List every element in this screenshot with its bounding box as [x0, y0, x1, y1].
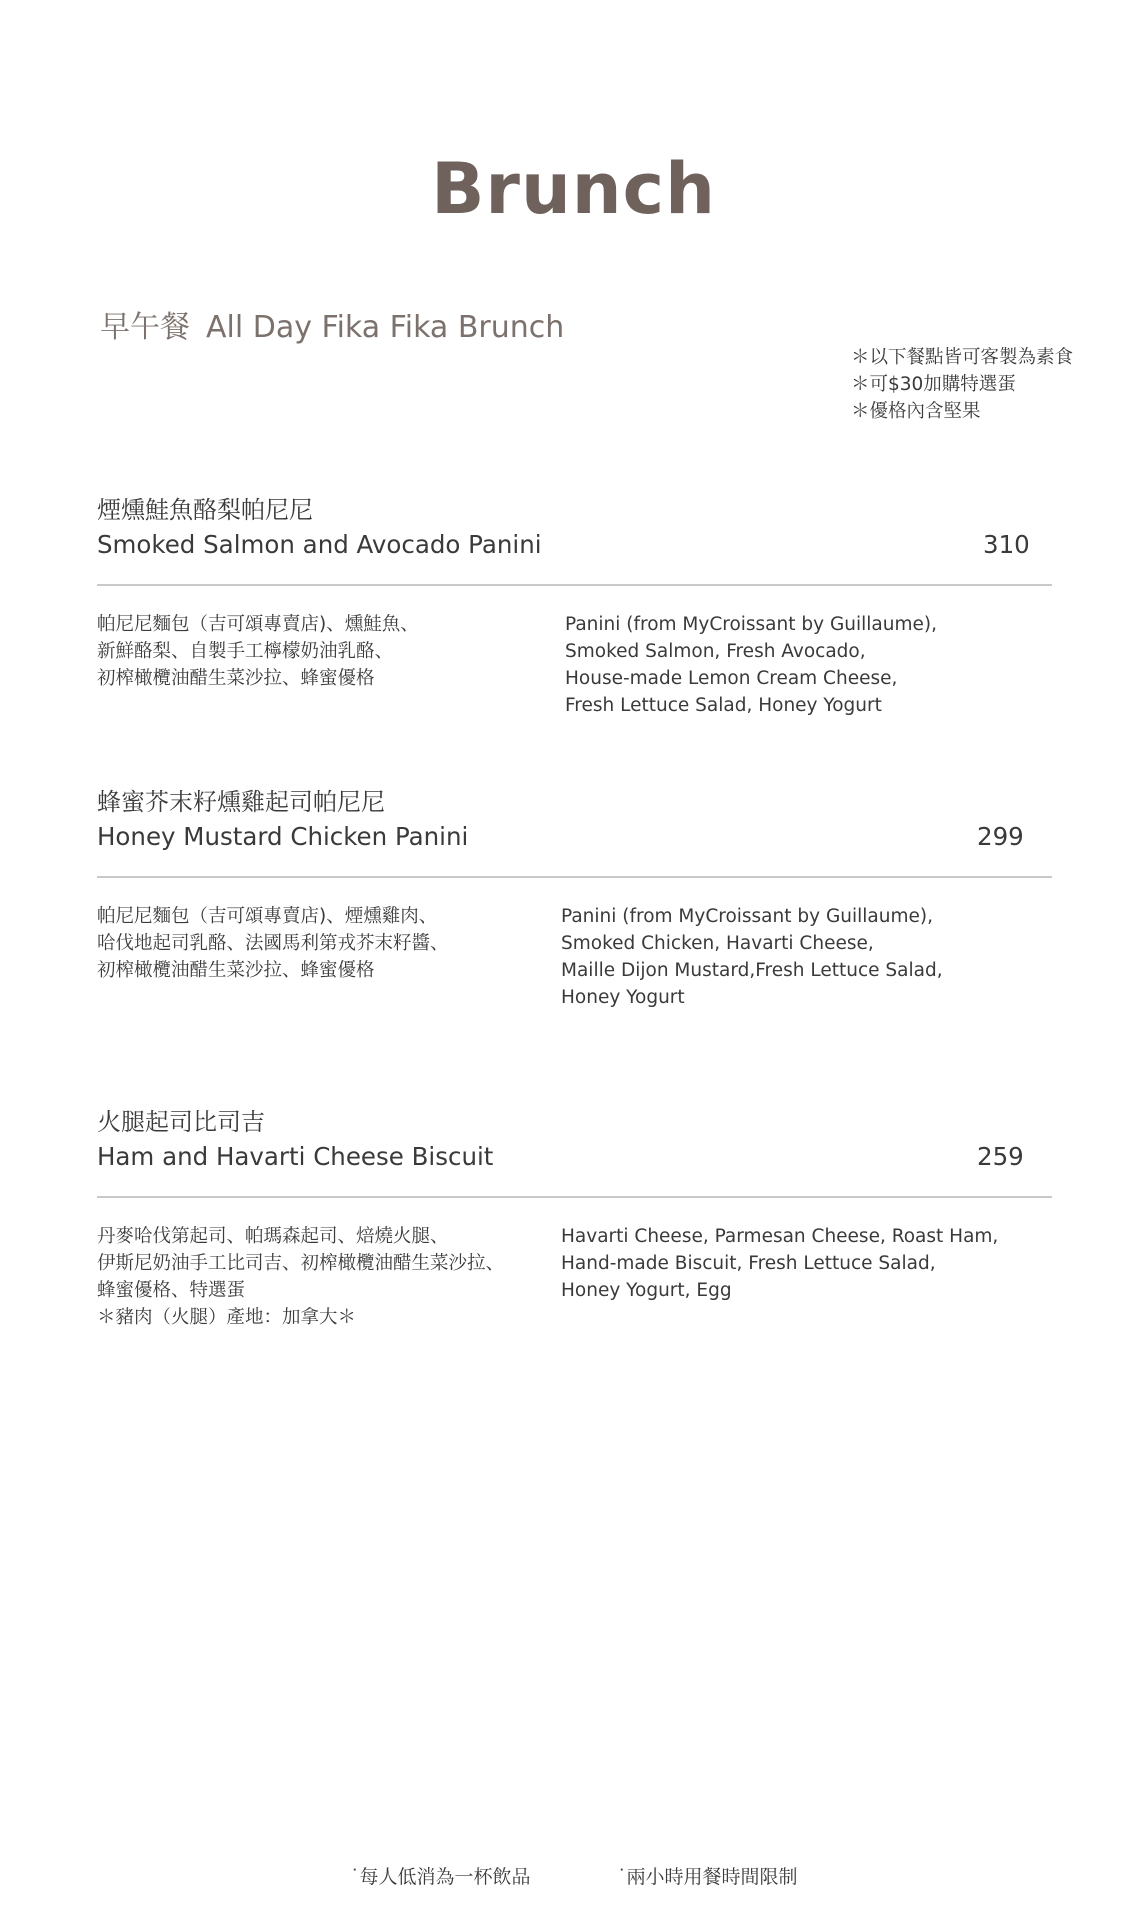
item-description-zh — [97, 611, 419, 692]
desc-line: Smoked Salmon, Fresh Avocado, — [565, 641, 866, 662]
item-name-en: Smoked Salmon and Avocado Panini — [97, 530, 542, 559]
desc-line: 蜂蜜優格、特選蛋 — [97, 1280, 246, 1301]
desc-line: 丹麥哈伐第起司、帕瑪森起司、焙燒火腿、 — [97, 1226, 449, 1247]
desc-line: Maille Dijon Mustard,Fresh Lettuce Salad, — [561, 960, 943, 981]
item-description-zh — [97, 1223, 504, 1331]
item-name-zh: 蜂蜜芥末籽燻雞起司帕尼尼 — [97, 788, 385, 816]
item-price: 310 — [983, 530, 1030, 559]
desc-line: Smoked Chicken, Havarti Cheese, — [561, 933, 874, 954]
desc-line: House-made Lemon Cream Cheese, — [565, 668, 898, 689]
note: ＊以下餐點皆可客製為素食 — [851, 347, 1074, 368]
desc-line: 新鮮酪梨、自製手工檸檬奶油乳酪、 — [97, 641, 394, 662]
footer-note-min-charge: ˙每人低消為一杯飲品 — [350, 1866, 531, 1888]
item-price: 299 — [977, 822, 1024, 851]
item-description-en — [565, 611, 937, 719]
item-name-en: Honey Mustard Chicken Panini — [97, 822, 469, 851]
note: ＊可$30加購特選蛋 — [851, 374, 1016, 395]
item-divider — [97, 1196, 1052, 1198]
desc-line: Honey Yogurt, Egg — [561, 1280, 732, 1301]
item-description-en — [561, 1223, 998, 1304]
footer-note-time-limit: ˙兩小時用餐時間限制 — [617, 1866, 798, 1888]
section-title — [100, 302, 564, 346]
desc-line: Hand-made Biscuit, Fresh Lettuce Salad, — [561, 1253, 936, 1274]
desc-line: Panini (from MyCroissant by Guillaume), — [565, 614, 937, 635]
desc-line: Honey Yogurt — [561, 987, 685, 1008]
item-name-zh: 火腿起司比司吉 — [97, 1108, 265, 1136]
item-price: 259 — [977, 1142, 1024, 1171]
desc-line: Havarti Cheese, Parmesan Cheese, Roast Ham, — [561, 1226, 999, 1247]
item-description-en — [561, 903, 943, 1011]
desc-line: 初榨橄欖油醋生菜沙拉、蜂蜜優格 — [97, 960, 375, 981]
desc-line: Panini (from MyCroissant by Guillaume), — [561, 906, 933, 927]
section-title-zh: 早午餐 — [100, 310, 190, 345]
item-name-en: Ham and Havarti Cheese Biscuit — [97, 1142, 494, 1171]
item-name-zh: 煙燻鮭魚酪梨帕尼尼 — [97, 496, 313, 524]
desc-line: 哈伐地起司乳酪、法國馬利第戎芥末籽醬、 — [97, 933, 449, 954]
desc-line: Fresh Lettuce Salad, Honey Yogurt — [565, 695, 882, 716]
desc-line: 初榨橄欖油醋生菜沙拉、蜂蜜優格 — [97, 668, 375, 689]
desc-line: 帕尼尼麵包（吉可頌專賣店)、煙燻雞肉、 — [97, 906, 438, 927]
desc-line: 帕尼尼麵包（吉可頌專賣店)、燻鮭魚、 — [97, 614, 419, 635]
page-title: Brunch — [431, 148, 716, 230]
item-description-zh — [97, 903, 449, 984]
note: ＊優格內含堅果 — [851, 401, 981, 422]
item-divider — [97, 876, 1052, 878]
item-divider — [97, 584, 1052, 586]
section-title-en: All Day Fika Fika Brunch — [206, 310, 565, 345]
desc-line: ＊豬肉（火腿）產地：加拿大＊ — [97, 1307, 357, 1328]
desc-line: 伊斯尼奶油手工比司吉、初榨橄欖油醋生菜沙拉、 — [97, 1253, 505, 1274]
menu-notes — [851, 344, 1073, 425]
